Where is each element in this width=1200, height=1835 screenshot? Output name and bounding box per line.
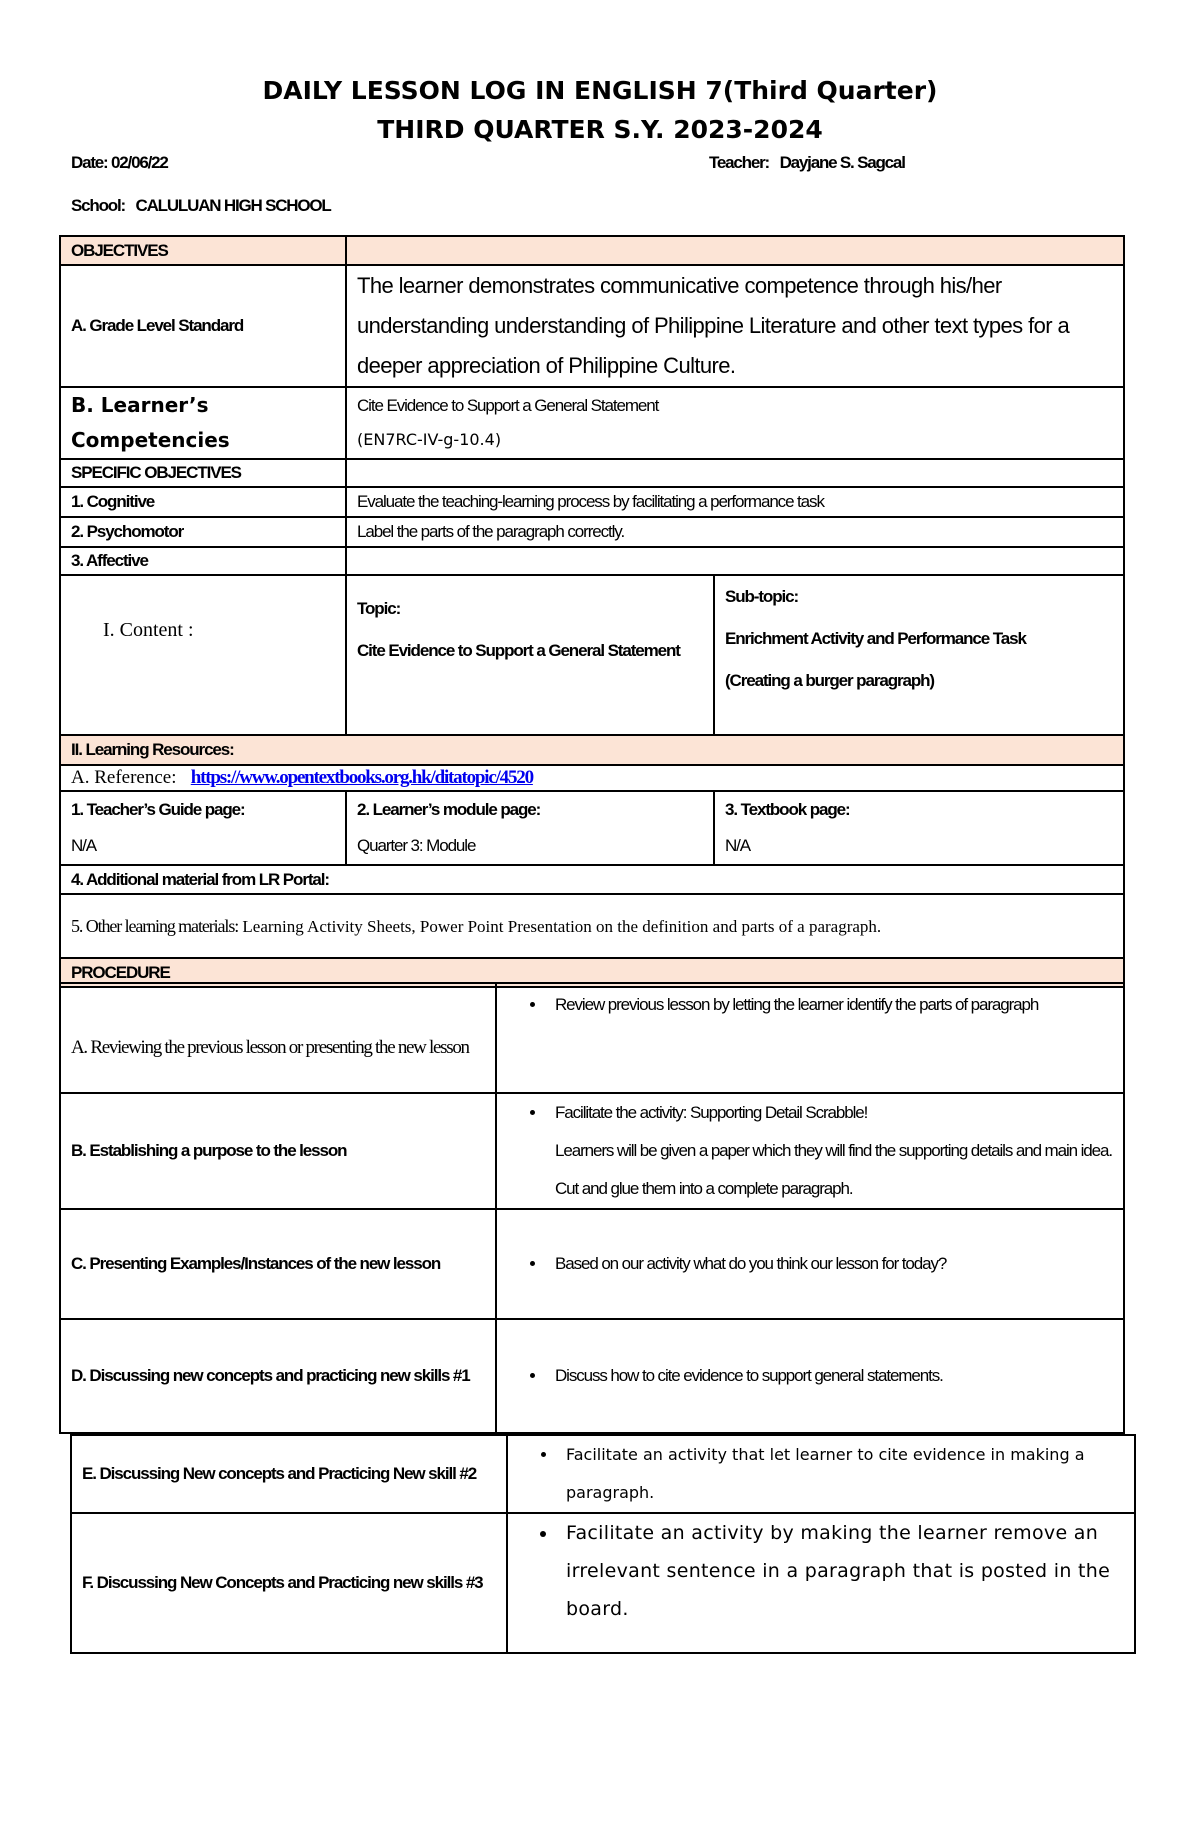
procedure-d-row bbox=[60, 1319, 1124, 1433]
procedure-heading: PROCEDURE bbox=[60, 958, 1124, 987]
other-materials-text: Learning Activity Sheets, Power Point Presentation on the definition and parts of a paragraph. bbox=[238, 916, 882, 936]
document-title: DAILY LESSON LOG IN ENGLISH 7(Third Quarter) bbox=[262, 76, 938, 105]
school-label: School: bbox=[71, 196, 125, 215]
content-row bbox=[60, 575, 1124, 735]
procedure-d-label: D. Discussing new concepts and practicing new skills #1 bbox=[60, 1319, 496, 1433]
procedure-f-label: F. Discussing New Concepts and Practicing new skills #3 bbox=[71, 1513, 507, 1653]
procedure-c-text: • Based on our activity what do you think our lesson for today? bbox=[547, 1243, 1113, 1285]
teacher-label: Teacher: bbox=[709, 153, 770, 172]
module-label: 2. Learner’s module page: bbox=[357, 800, 541, 819]
cognitive-label: 1. Cognitive bbox=[60, 487, 346, 517]
cognitive-row bbox=[60, 487, 1124, 517]
competencies-label: B. Learner’s Competencies bbox=[60, 387, 346, 459]
procedure-d-cell bbox=[496, 1319, 1124, 1433]
affective-text bbox=[346, 547, 1124, 575]
teacher-guide-value: N/A bbox=[71, 836, 97, 855]
teacher-name: Dayjane S. Sagcal bbox=[779, 153, 905, 172]
cognitive-text: Evaluate the teaching-learning process by facilitating a performance task bbox=[346, 487, 1124, 517]
subtopic-line1: Enrichment Activity and Performance Task bbox=[725, 629, 1026, 648]
reference-link[interactable]: https://www.opentextbooks.org.hk/ditatopic/4520 bbox=[190, 767, 533, 788]
procedure-b-text-1: • Facilitate the activity: Supporting Detail Scrabble! bbox=[547, 1094, 1113, 1132]
grade-level-text: The learner demonstrates communicative competence through his/her understanding understanding of Philippine Literature and other text types for a deeper appreciation of Philippine Culture. bbox=[346, 265, 1124, 387]
procedure-b-row bbox=[60, 1093, 1124, 1209]
resources-header-row bbox=[60, 735, 1124, 765]
specific-objectives-heading: SPECIFIC OBJECTIVES bbox=[60, 459, 346, 487]
teacher-guide-label: 1. Teacher’s Guide page: bbox=[71, 800, 245, 819]
subtopic-cell bbox=[714, 575, 1124, 735]
objectives-heading: OBJECTIVES bbox=[60, 236, 346, 265]
grade-level-label: A. Grade Level Standard bbox=[60, 265, 346, 387]
competency-text bbox=[346, 387, 1124, 459]
procedure-c-cell bbox=[496, 1209, 1124, 1319]
textbook-value: N/A bbox=[725, 836, 751, 855]
procedure-a-label: A. Reviewing the previous lesson or presenting the new lesson bbox=[60, 983, 496, 1093]
topic-text: Cite Evidence to Support a General Statement bbox=[357, 641, 680, 660]
procedure-f-text: • Facilitate an activity by making the learner remove an irrelevant sentence in a paragraph that is posted in the board. bbox=[558, 1514, 1124, 1628]
other-materials-label: 5. Other learning materials: bbox=[71, 915, 239, 936]
other-materials-cell bbox=[60, 894, 1124, 958]
procedure-table-continued bbox=[70, 1434, 1136, 1654]
affective-row bbox=[60, 547, 1124, 575]
other-materials-row bbox=[60, 894, 1124, 958]
document-subtitle: THIRD QUARTER S.Y. 2023-2024 bbox=[377, 115, 823, 144]
textbook-label: 3. Textbook page: bbox=[725, 800, 850, 819]
procedure-e-label: E. Discussing New concepts and Practicing New skill #2 bbox=[71, 1435, 507, 1513]
procedure-d-text: • Discuss how to cite evidence to support general statements. bbox=[547, 1355, 1113, 1397]
additional-material-row bbox=[60, 865, 1124, 894]
content-label: I. Content : bbox=[60, 575, 346, 735]
procedure-c-label: C. Presenting Examples/Instances of the new lesson bbox=[60, 1209, 496, 1319]
specific-objectives-row bbox=[60, 459, 1124, 487]
school-field bbox=[71, 196, 331, 216]
competency-code: (EN7RC-IV-g-10.4) bbox=[357, 430, 502, 449]
reference-label: A. Reference: bbox=[71, 767, 177, 788]
procedure-a-text: • Review previous lesson by letting the learner identify the parts of paragraph bbox=[547, 984, 1113, 1026]
procedure-e-row bbox=[71, 1435, 1135, 1513]
subtopic-heading: Sub-topic: bbox=[725, 587, 799, 606]
procedure-a-row bbox=[60, 983, 1124, 1093]
additional-material-label: 4. Additional material from LR Portal: bbox=[60, 865, 1124, 894]
module-value: Quarter 3: Module bbox=[357, 836, 476, 855]
reference-row bbox=[60, 765, 1124, 791]
grade-level-row bbox=[60, 265, 1124, 387]
teacher-guide-cell bbox=[60, 791, 346, 865]
procedure-f-cell bbox=[507, 1513, 1135, 1653]
psychomotor-label: 2. Psychomotor bbox=[60, 517, 346, 547]
psychomotor-row bbox=[60, 517, 1124, 547]
topic-heading: Topic: bbox=[357, 599, 401, 618]
procedure-f-row bbox=[71, 1513, 1135, 1653]
procedure-b-text-2: Learners will be given a paper which they will find the supporting details and main idea. Cut and glue them into a complete paragraph. bbox=[555, 1141, 1112, 1198]
procedure-a-cell bbox=[496, 983, 1124, 1093]
specific-objectives-blank bbox=[346, 459, 1124, 487]
textbook-cell bbox=[714, 791, 1124, 865]
objectives-header-blank bbox=[346, 236, 1124, 265]
procedure-table bbox=[59, 982, 1125, 1434]
procedure-e-text: • Facilitate an activity that let learner to cite evidence in making a paragraph. bbox=[558, 1436, 1124, 1512]
pages-row bbox=[60, 791, 1124, 865]
competencies-row bbox=[60, 387, 1124, 459]
resources-heading: II. Learning Resources: bbox=[60, 735, 1124, 765]
affective-label: 3. Affective bbox=[60, 547, 346, 575]
psychomotor-text: Label the parts of the paragraph correctly. bbox=[346, 517, 1124, 547]
topic-cell bbox=[346, 575, 714, 735]
reference-cell bbox=[60, 765, 1124, 791]
module-cell bbox=[346, 791, 714, 865]
procedure-b-label: B. Establishing a purpose to the lesson bbox=[60, 1093, 496, 1209]
lesson-table-top bbox=[59, 235, 1125, 988]
subtopic-line2: (Creating a burger paragraph) bbox=[725, 671, 934, 690]
procedure-e-cell bbox=[507, 1435, 1135, 1513]
date-label: Date: 02/06/22 bbox=[71, 153, 168, 172]
competency-line1: Cite Evidence to Support a General Statement bbox=[357, 396, 659, 415]
procedure-b-cell bbox=[496, 1093, 1124, 1209]
objectives-header-row bbox=[60, 236, 1124, 265]
teacher-field bbox=[709, 153, 905, 173]
procedure-c-row bbox=[60, 1209, 1124, 1319]
school-name: CALULUAN HIGH SCHOOL bbox=[135, 196, 331, 215]
